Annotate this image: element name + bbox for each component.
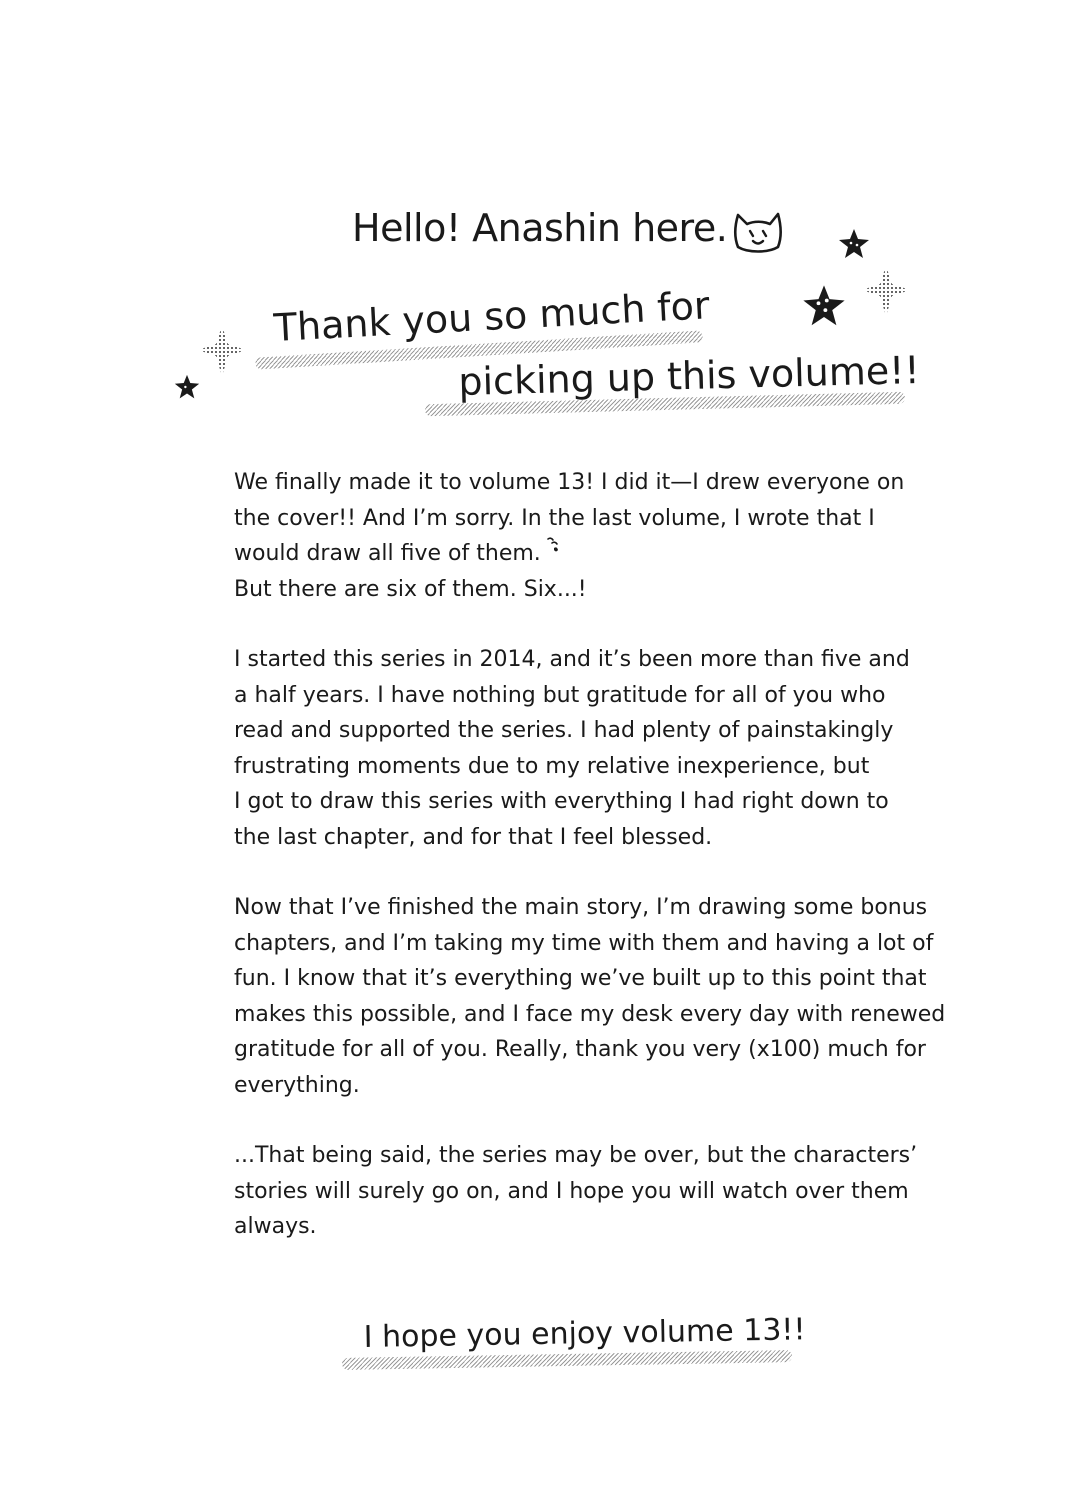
text-line-with-icon — [234, 536, 924, 572]
afterword-body — [234, 465, 946, 1280]
closing-message: I hope you enjoy volume 13!! — [363, 1312, 806, 1355]
paragraph — [234, 1138, 924, 1245]
text-line: stories will surely go on, and I hope you will watch over them — [234, 1178, 909, 1204]
text-line: a half years. I have nothing but gratitude for all of you who — [234, 682, 886, 708]
star-icon — [174, 374, 200, 400]
dot-sparkle-icon — [196, 326, 248, 376]
star-icon — [838, 228, 870, 260]
dot-sparkle-icon — [862, 266, 910, 316]
text-line: chapters, and I’m taking my time with them and having a lot of — [234, 930, 934, 956]
cat-face-icon — [732, 207, 784, 253]
text-line: the cover!! And I’m sorry. In the last volume, I wrote that I — [234, 505, 875, 531]
text-line: I started this series in 2014, and it’s been more than five and — [234, 647, 910, 672]
text-line: Now that I’ve finished the main story, I’m drawing some bonus — [234, 895, 928, 920]
text-line: makes this possible, and I face my desk every day with renewed — [234, 1001, 946, 1027]
text-line: ...That being said, the series may be over, but the characters’ — [234, 1143, 918, 1168]
text-line: frustrating moments due to my relative inexperience, but — [234, 753, 870, 779]
text-line: everything. — [234, 1072, 360, 1098]
text-line: always. — [234, 1214, 317, 1239]
text-line: We finally made it to volume 13! I did it—I drew everyone on — [234, 470, 905, 495]
text-line: the last chapter, and for that I feel blessed. — [234, 824, 713, 850]
text-line: would draw all five of them. — [234, 541, 541, 566]
star-icon — [802, 284, 846, 328]
paragraph — [234, 642, 924, 855]
greeting-heading: Hello! Anashin here. — [352, 206, 728, 250]
sweat-drop-icon — [545, 536, 561, 554]
thanks-heading-line2: picking up this volume!! — [457, 347, 921, 404]
paragraph — [234, 890, 946, 1103]
text-line: But there are six of them. Six...! — [234, 576, 587, 602]
text-line: I got to draw this series with everything I had right down to — [234, 789, 889, 814]
text-line: read and supported the series. I had plenty of painstakingly — [234, 718, 894, 743]
paragraph — [234, 465, 924, 607]
text-line: gratitude for all of you. Really, thank you very (x100) much for — [234, 1037, 926, 1062]
text-line: fun. I know that it’s everything we’ve built up to this point that — [234, 966, 927, 991]
thanks-heading-line1: Thank you so much for — [272, 283, 711, 350]
